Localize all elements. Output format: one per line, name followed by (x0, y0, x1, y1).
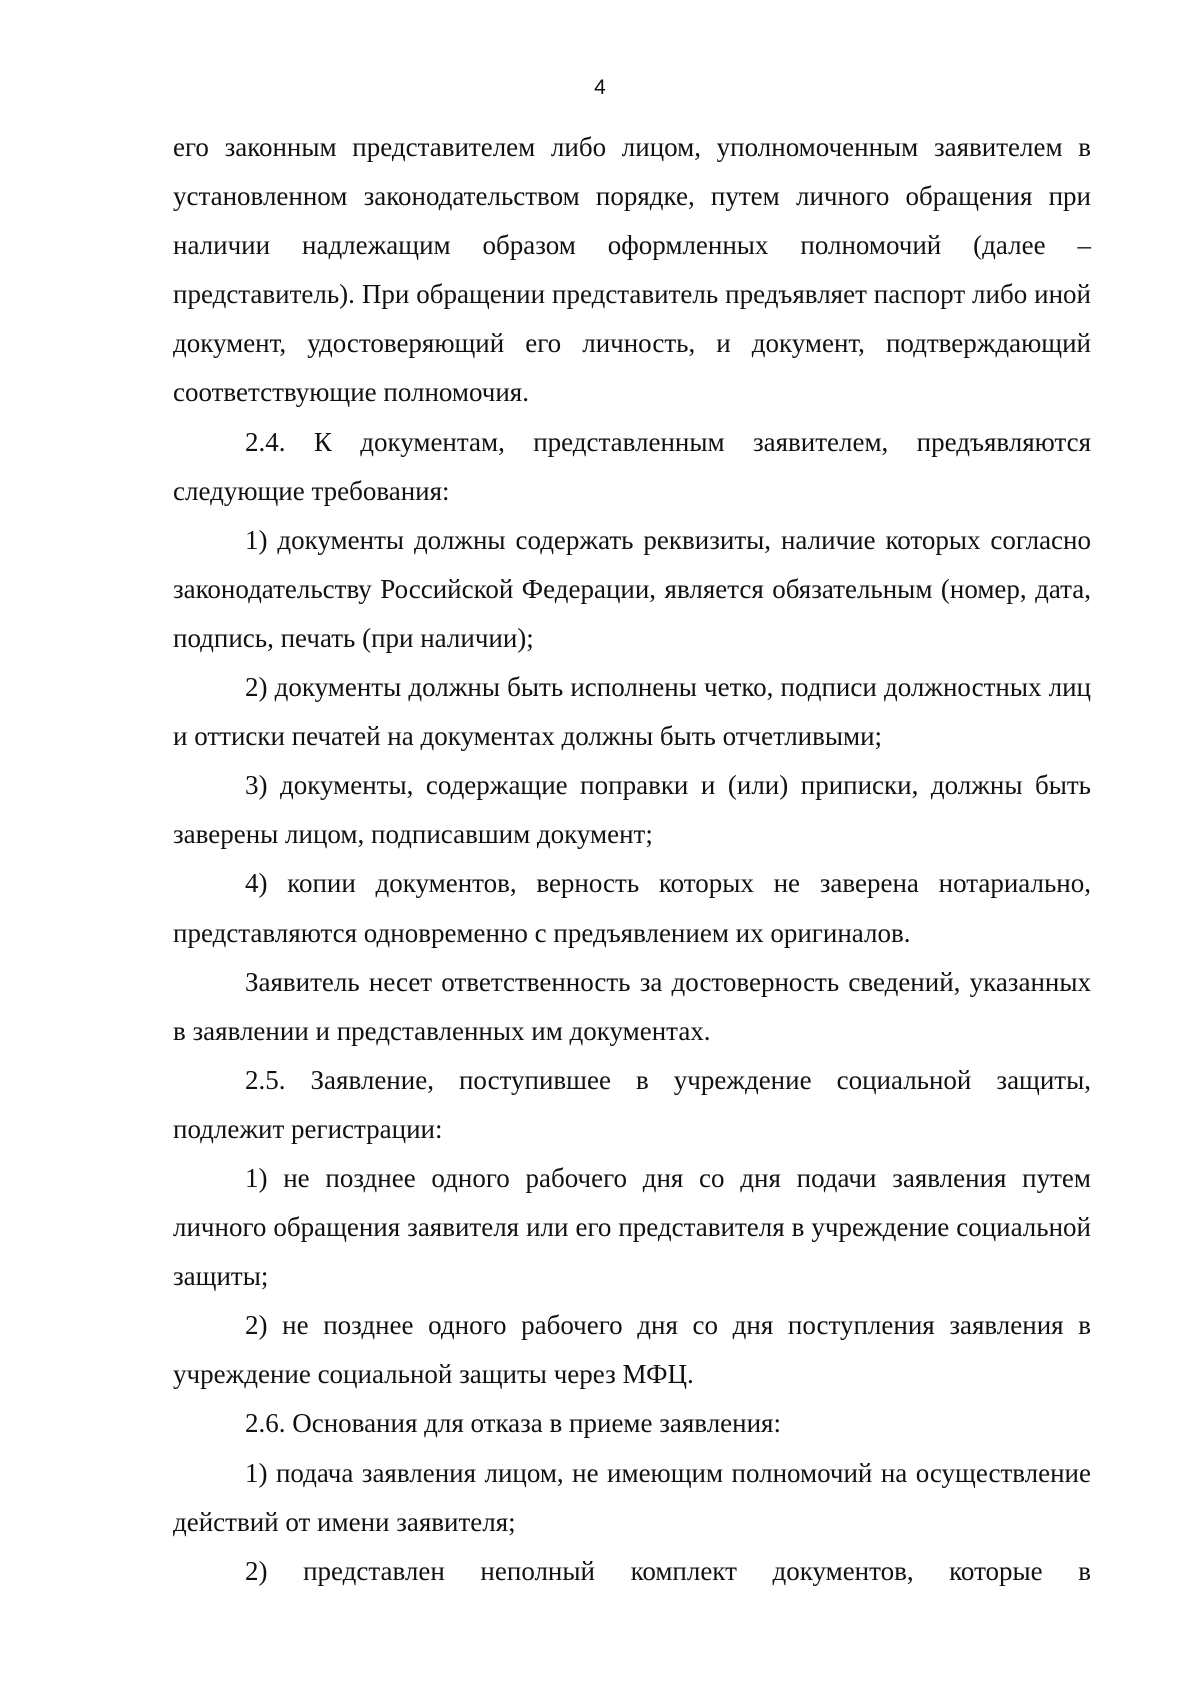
page-number: 4 (594, 76, 606, 99)
list-item-2-4-1: 1) документы должны содержать реквизиты, наличие которых согласно законодательству Российской Федерации, является обязательным (номер, дата, подпись, печать (при наличии); (173, 524, 1091, 653)
list-item-2-6-2: 2) представлен неполный комплект документов, которые в (245, 1555, 1091, 1586)
paragraph-2-6-heading: 2.6. Основания для отказа в приеме заявления: (245, 1408, 781, 1439)
document-body (173, 123, 1091, 1596)
list-item-2-5-1: 1) не позднее одного рабочего дня со дня подачи заявления путем личного обращения заявителя или его представителя в учреждение социальной защиты; (173, 1162, 1091, 1292)
list-item-2-6-1: 1) подача заявления лицом, не имеющим полномочий на осуществление действий от имени заявителя; (173, 1457, 1091, 1537)
list-item-2-4-3: 3) документы, содержащие поправки и (или) приписки, должны быть заверены лицом, подписавшим документ; (173, 770, 1091, 850)
list-item-2-4-4: 4) копии документов, верность которых не заверена нотариально, представляются одновременно с предъявлением их оригиналов. (173, 868, 1091, 948)
paragraph-applicant-responsibility: Заявитель несет ответственность за достоверность сведений, указанных в заявлении и представленных им документах. (173, 966, 1091, 1046)
list-item-2-4-2: 2) документы должны быть исполнены четко, подписи должностных лиц и оттиски печатей на документах должны быть отчетливыми; (173, 672, 1091, 752)
paragraph-representative: его законным представителем либо лицом, уполномоченным заявителем в установленном законодательством порядке, путем личного обращения при наличии надлежащим образом оформленных полномочий (далее – представитель). При обращении представитель предъявляет паспорт либо иной документ, удостоверяющий его личность, и документ, подтверждающий соответствующие полномочия. (173, 132, 1091, 408)
paragraph-2-5-heading: 2.5. Заявление, поступившее в учреждение социальной защиты, подлежит регистрации: (173, 1064, 1091, 1144)
paragraph-2-4-heading: 2.4. К документам, представленным заявителем, предъявляются следующие требования: (173, 426, 1091, 506)
list-item-2-5-2: 2) не позднее одного рабочего дня со дня поступления заявления в учреждение социальной защиты через МФЦ. (173, 1310, 1091, 1390)
